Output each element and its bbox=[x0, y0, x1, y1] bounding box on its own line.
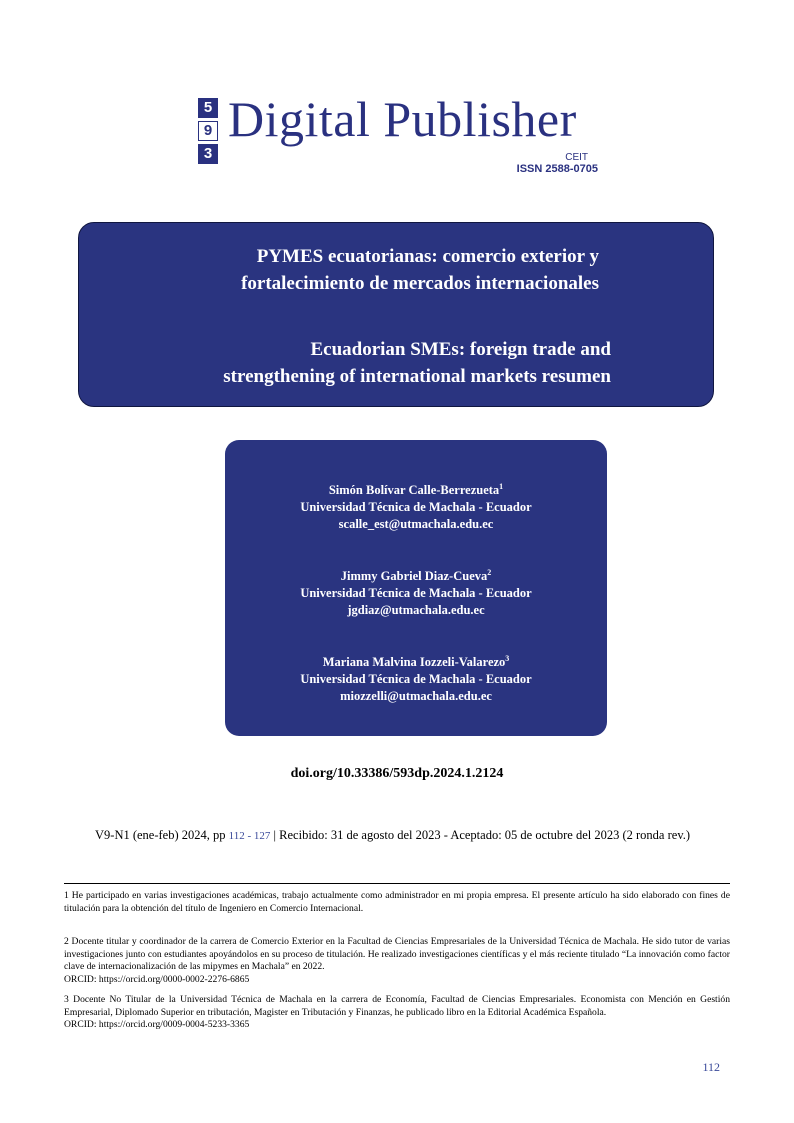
logo-digit: 9 bbox=[198, 121, 218, 141]
meta-dates: | Recibido: 31 de agosto del 2023 - Aceptado: 05 de octubre del 2023 (2 ronda rev.) bbox=[270, 828, 691, 842]
author-affiliation: Universidad Técnica de Machala - Ecuador bbox=[300, 500, 532, 515]
authors-box bbox=[225, 440, 607, 736]
logo-ceit: CEIT bbox=[565, 152, 588, 163]
title-spanish bbox=[179, 243, 599, 297]
footnote-3 bbox=[64, 994, 730, 1032]
footnote-orcid[interactable]: ORCID: https://orcid.org/0000-0002-2276-6865 bbox=[64, 973, 250, 985]
title-english bbox=[159, 336, 611, 390]
author-affiliation: Universidad Técnica de Machala - Ecuador bbox=[300, 672, 532, 687]
footnote-1 bbox=[64, 890, 730, 915]
page-start-link[interactable]: 112 bbox=[228, 830, 245, 842]
title-line: PYMES ecuatorianas: comercio exterior y bbox=[256, 246, 599, 267]
logo-digit: 3 bbox=[198, 144, 218, 164]
author-name: Mariana Malvina Iozzeli-Valarezo$^3$ bbox=[322, 654, 510, 670]
author-footnote-ref: 1 bbox=[499, 482, 504, 491]
footnote-2 bbox=[64, 936, 730, 986]
title-line: Ecuadorian SMEs: foreign trade and bbox=[310, 339, 611, 360]
doi-link[interactable]: doi.org/10.33386/593dp.2024.1.2124 bbox=[290, 766, 504, 781]
author-block bbox=[225, 478, 607, 533]
title-line: strengthening of international markets resumen bbox=[223, 366, 611, 387]
author-affiliation: Universidad Técnica de Machala - Ecuador bbox=[300, 586, 532, 601]
author-block bbox=[225, 650, 607, 705]
footnote-text: 3 Docente No Titular de la Universidad Técnica de Machala en la carrera de Economía, Facultad de Ciencias Empresariales. Economista con Mención en Gestión Empresarial, Diplomado Superior en tributación, Magister en Tributación y Finanzas, he publicado libro en la Editorial Académica Española. bbox=[64, 994, 730, 1018]
footnote-divider bbox=[64, 883, 730, 884]
logo-wordmark: Digital Publisher bbox=[228, 91, 577, 147]
logo-digits bbox=[198, 98, 218, 167]
author-email[interactable]: scalle_est@utmachala.edu.ec bbox=[338, 517, 494, 532]
author-email[interactable]: miozzelli@utmachala.edu.ec bbox=[340, 689, 492, 704]
publication-meta bbox=[95, 828, 755, 843]
title-line: fortalecimiento de mercados internacionales bbox=[241, 273, 599, 294]
footnote-text: 2 Docente titular y coordinador de la carrera de Comercio Exterior en la Facultad de Ciencias Empresariales de la Universidad Técnica de Machala. He sido tutor de varias investigaciones junto con estudiantes apoyándolos en su proceso de titulación. He realizado investigaciones científicas y el más reciente titulado “La innovación como factor clave de internacionalización de las mipymes en Machala” en 2022. bbox=[64, 936, 730, 972]
page-end-link[interactable]: 127 bbox=[253, 830, 271, 842]
author-footnote-ref: 3 bbox=[505, 654, 510, 663]
meta-prefix: V9-N1 (ene-feb) 2024, pp bbox=[95, 828, 229, 842]
author-block bbox=[225, 564, 607, 619]
page-range-dash: - bbox=[244, 830, 254, 842]
footnote-orcid[interactable]: ORCID: https://orcid.org/0009-0004-5233-3365 bbox=[64, 1019, 250, 1030]
footnote-text: 1 He participado en varias investigaciones académicas, trabajo actualmente como administrador en mi propia empresa. El presente artículo ha sido elaborado con fines de titulación para la obtención del título de Ingeniero en Comercio Internacional. bbox=[64, 890, 730, 914]
author-footnote-ref: 2 bbox=[487, 568, 492, 577]
title-box bbox=[78, 222, 714, 407]
journal-logo bbox=[198, 91, 618, 180]
author-name: Simón Bolívar Calle-Berrezueta$^1$ bbox=[328, 482, 504, 498]
author-name: Jimmy Gabriel Diaz-Cueva$^2$ bbox=[340, 568, 492, 584]
page-number: 112 bbox=[702, 1060, 720, 1074]
logo-issn: ISSN 2588-0705 bbox=[516, 163, 598, 175]
author-email[interactable]: jgdiaz@utmachala.edu.ec bbox=[347, 603, 485, 618]
logo-digit: 5 bbox=[198, 98, 218, 118]
